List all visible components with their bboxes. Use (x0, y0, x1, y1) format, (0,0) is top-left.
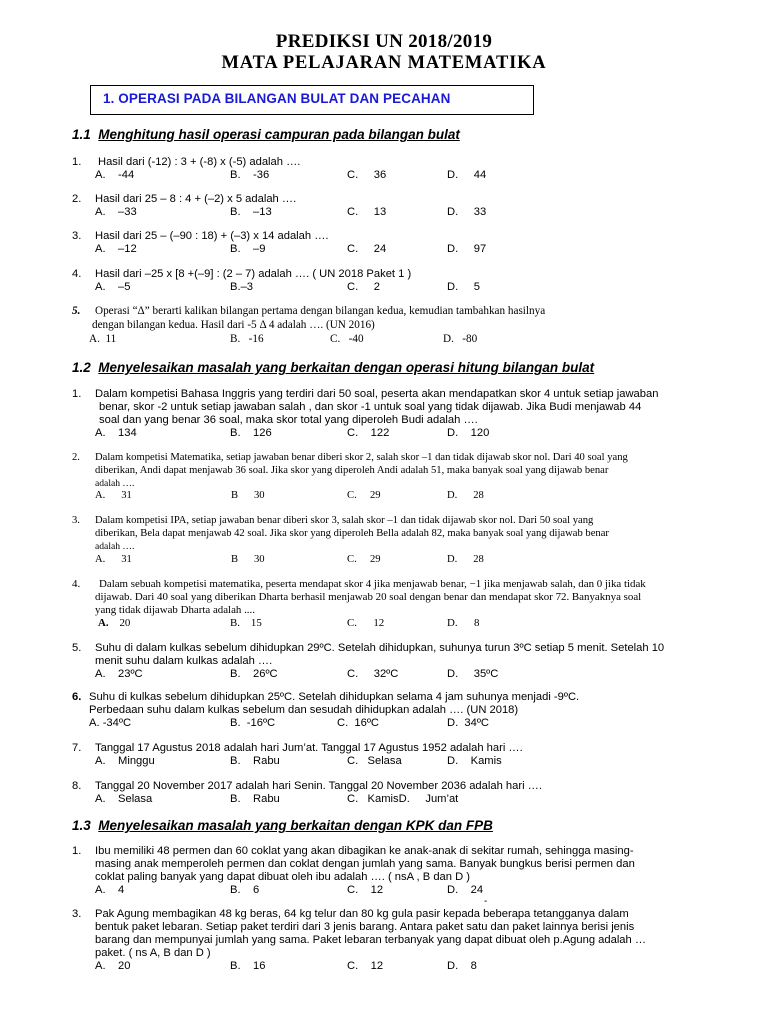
topic-heading: 1. OPERASI PADA BILANGAN BULAT DAN PECAHAN (103, 91, 451, 106)
topic-box (90, 85, 534, 115)
page-subtitle: MATA PELAJARAN MATEMATIKA (221, 53, 547, 73)
exam-page: PREDIKSI UN 2018/2019 MATA PELAJARAN MATEMATIKA 1. OPERASI PADA BILANGAN BULAT DAN PECAHAN 1.1 Menghitung hasil operasi campuran pada bilangan bulat 1. Hasil dari (-12) : 3 + (-8) x (-5) adalah …. A. -44 B. -36 C. 36 D. 44 2. Hasil dari 25 – 8 : 4 + (–2) x 5 adalah …. A. –33 B. –13 C. 13 D. 33 3. Hasil dari 25 – (–90 : 18) + (–3) x 14 adalah …. A. –12 B. –9 C. 24 D. 97 4. Hasil dari –25 x [8 +(–9] : (2 – 7) adalah …. ( UN 2018 Paket 1 ) A. –5 B.–3 C. 2 D. 5 5. Operasi “Δ” berarti kalikan bilangan pertama dengan bilangan kedua, kemudian tambahkan hasilnya dengan bilangan kedua. Hasil dari -5 Δ 4 adalah …. (UN 2016) A. 11 B. -16 C. -40 D. -80 1.2 Menyelesaikan masalah yang berkaitan dengan operasi hitung bilangan bulat 1. Dalam kompetisi Bahasa Inggris yang terdiri dari 50 soal, peserta akan mendapatkan skor 4 untuk setiap jawaban benar, skor -2 untuk setiap jawaban salah , dan skor -1 untuk soal yang tidak dijawab. Jika Budi menjawab 44 soal dan yang benar 36 soal, maka skor total yang diperoleh Budi adalah …. A. 134 B. 126 C. 122 D. 120 2. Dalam kompetisi Matematika, setiap jawaban benar diberi skor 2, salah skor –1 dan tidak dijawab skor nol. Dari 40 soal yang diberikan, Andi dapat menjawab 36 soal. Jika skor yang diperoleh Andi adalah 51, maka banyak soal yang dijawab benar adalah …. A. 31 B 30 C. 29 D. 28 3. Dalam kompetisi IPA, setiap jawaban benar diberi skor 3, salah skor –1 dan tidak dijawab skor nol. Dari 50 soal yang diberikan, Bela dapat menjawab 42 soal. Jika skor yang diperoleh Bella adalah 82, maka banyak soal yang dijawab benar adalah …. A. 31 B 30 C. 29 D. 28 4. Dalam sebuah kompetisi matematika, peserta mendapat skor 4 jika menjawab benar, −1 jika menjawab salah, dan 0 jika tidak dijawab. Dari 40 soal yang diberikan Dharta berhasil menjawab 20 soal dengan benar dan mendapat skor 72. Banyaknya soal yang tidak dijawab Dharta adalah .... A. 20 B. 15 C. 12 D. 8 5. Suhu di dalam kulkas sebelum dihidupkan 29ºC. Setelah dihidupkan, suhunya turun 3ºC setiap 5 menit. Setelah 10 menit suhu dalam kulkas adalah …. A. 23ºC B. 26ºC C. 32ºC D. 35ºC 6. Suhu di kulkas sebelum dihidupkan 25ºC. Setelah dihidupkan selama 4 jam suhunya menjadi -9ºC. Perbedaan suhu dalam kulkas sebelum dan sesudah dihidupkan adalah …. (UN 2018) A. -34ºC B. -16ºC C. 16ºC D. 34ºC 7. Tanggal 17 Agustus 2018 adalah hari Jum’at. Tanggal 17 Agustus 1952 adalah hari …. A. Minggu B. Rabu C. Selasa D. Kamis 8. Tanggal 20 November 2017 adalah hari Senin. Tanggal 20 November 2036 adalah hari …. A. Selasa B. Rabu C. KamisD. Jum’at 1.3 Menyelesaikan masalah yang berkaitan dengan KPK dan FPB 1. Ibu memiliki 48 permen dan 60 coklat yang akan dibagikan ke anak-anak di sekitar rumah, sehingga masing- masing anak memperoleh permen dan coklat dengan jumlah yang sama. Banyak bungkus berisi permen dan coklat paling banyak yang dapat dibuat oleh ibu adalah …. ( nsA , B dan D ) A. 4 B. 6 C. 12 D. 24 - 3. Pak Agung membagikan 48 kg beras, 64 kg telur dan 80 kg gula pasir kepada beberapa tetangganya dalam bentuk paket lebaran. Setiap paket terdiri dari 3 jenis barang. Antara paket satu dan paket lainnya berisi jenis barang dan mempunyai jumlah yang sama. Paket lebaran terbanyak yang dapat dibuat oleh p.Agung adalah … paket. ( ns A, B dan D ) A. 20 B. 16 C. 12 D. 8 (0, 0, 768, 1024)
section-heading-1-1: 1.1 Menghitung hasil operasi campuran pada bilangan bulat (72, 127, 460, 142)
section-heading-1-2: 1.2 Menyelesaikan masalah yang berkaitan dengan operasi hitung bilangan bulat (72, 360, 595, 375)
section-heading-1-3: 1.3 Menyelesaikan masalah yang berkaitan dengan KPK dan FPB (72, 818, 493, 833)
stray-mark: - (484, 896, 488, 907)
page-title: PREDIKSI UN 2018/2019 (275, 31, 493, 52)
